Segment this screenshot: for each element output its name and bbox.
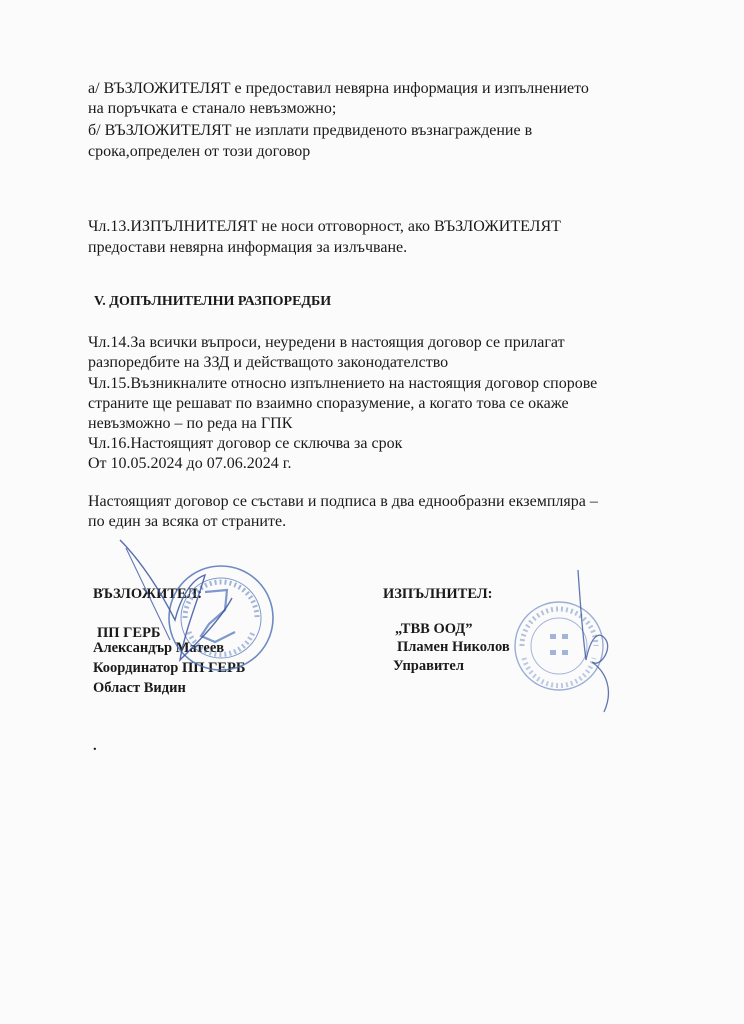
assignor-name: Александър Матеев: [93, 640, 225, 656]
paragraph-a-line-1: а/ ВЪЗЛОЖИТЕЛЯТ е предоставил невярна информация и изпълнението: [88, 80, 589, 97]
closing-line-1: Настоящият договор се състави и подписа в два еднообразни екземпляра –: [88, 493, 598, 510]
assignor-org: ПП ГЕРБ: [97, 625, 161, 641]
contractor-role: ИЗПЪЛНИТЕЛ:: [383, 586, 493, 602]
paragraph-b-line-1: б/ ВЪЗЛОЖИТЕЛЯТ не изплати предвиденото възнаграждение в: [88, 122, 533, 139]
article-15-line-3: невъзможно – по реда на ГПК: [88, 415, 293, 432]
article-15-line-2: страните ще решават по взаимно споразумение, а когато това се окаже: [88, 395, 569, 412]
article-14-line-2: разпоредбите на ЗЗД и действащото законодателство: [88, 354, 449, 371]
article-14-line-1: Чл.14.За всички въпроси, неуредени в настоящия договор се прилагат: [88, 334, 565, 351]
paragraph-b-line-2: срока,определен от този договор: [88, 143, 311, 160]
closing-line-2: по един за всяка от страните.: [88, 513, 287, 530]
trailing-mark: .: [93, 738, 97, 754]
section-heading: V. ДОПЪЛНИТЕЛНИ РАЗПОРЕДБИ: [94, 294, 332, 309]
contractor-org: „ТВВ ООД”: [395, 621, 473, 637]
paragraph-a-line-2: на поръчката е станало невъзможно;: [88, 100, 337, 117]
article-16-line-2: От 10.05.2024 до 07.06.2024 г.: [88, 455, 292, 472]
article-16-line-1: Чл.16.Настоящият договор се сключва за срок: [88, 435, 403, 452]
article-13-line-2: предостави невярна информация за излъчване.: [88, 239, 408, 256]
article-15-line-1: Чл.15.Възникналите относно изпълнението на настоящия договор спорове: [88, 375, 598, 392]
contractor-name: Пламен Николов: [397, 639, 510, 655]
assignor-region: Област Видин: [93, 680, 186, 696]
assignor-role: ВЪЗЛОЖИТЕЛ:: [93, 586, 203, 602]
article-13-line-1: Чл.13.ИЗПЪЛНИТЕЛЯТ не носи отговорност, ако ВЪЗЛОЖИТЕЛЯТ: [88, 218, 561, 235]
contractor-title: Управител: [393, 658, 464, 674]
assignor-title: Координатор ПП ГЕРБ: [93, 660, 246, 676]
